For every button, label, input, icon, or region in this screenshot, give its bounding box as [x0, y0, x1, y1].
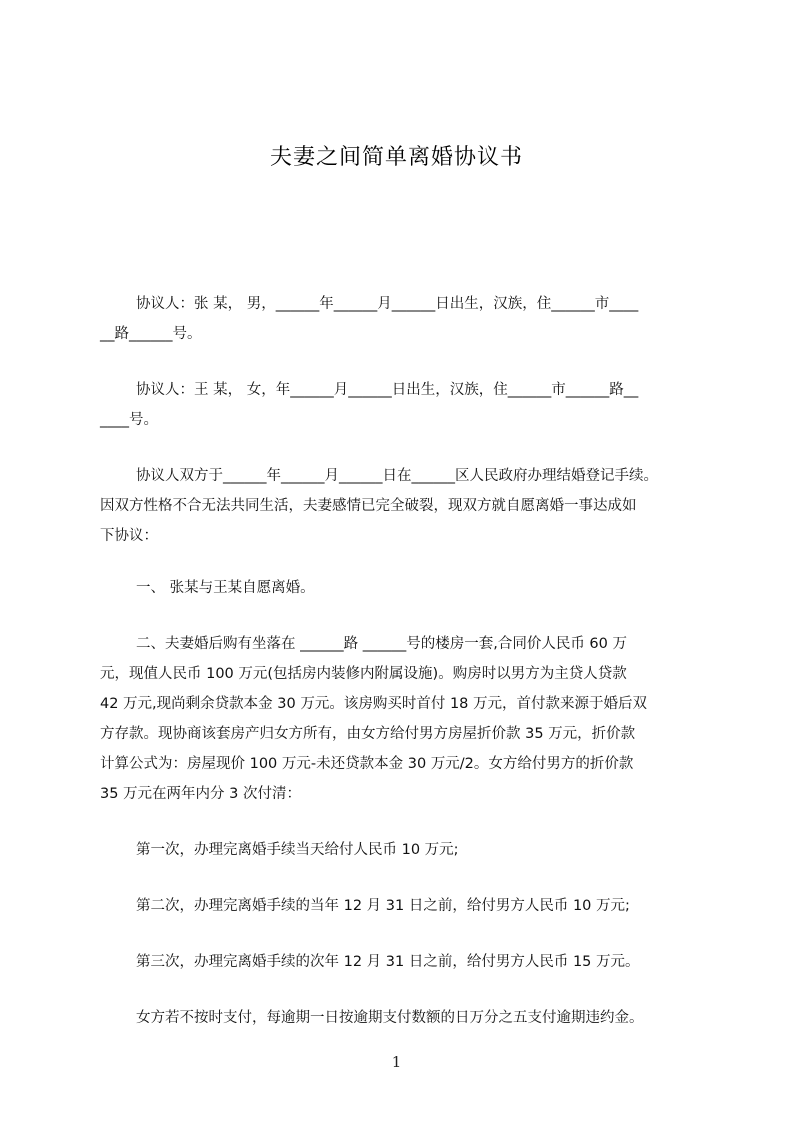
- paragraph-payment-1: [100, 835, 700, 865]
- text-line: 下协议：: [100, 528, 158, 544]
- text-line: 第二次，办理完离婚手续的当年 12 月 31 日之前，给付男方人民币 10 万元;: [136, 898, 630, 914]
- text-line: 协议人双方于______年______月______日在______区人民政府办理结婚登记手续。: [136, 468, 658, 484]
- paragraph-marriage-registration: [100, 461, 700, 551]
- paragraph-payment-2: [100, 891, 700, 921]
- text-line: 计算公式为：房屋现价 100 万元-未还贷款本金 30 万元/2。女方给付男方的折价款: [100, 756, 634, 772]
- text-line: 35 万元在两年内分 3 次付清：: [100, 786, 302, 802]
- paragraph-payment-3: [100, 947, 700, 977]
- paragraph-late-penalty: [100, 1003, 700, 1033]
- text-line: 第一次，办理完离婚手续当天给付人民币 10 万元;: [136, 842, 459, 858]
- document-body: [100, 289, 700, 1033]
- page-number: 1: [391, 1053, 402, 1071]
- text-line: 女方若不按时支付，每逾期一日按逾期支付数额的日万分之五支付逾期违约金。: [136, 1010, 644, 1026]
- text-line: 42 万元,现尚剩余贷款本金 30 万元。该房购买时首付 18 万元，首付款来源于婚后双: [100, 696, 648, 712]
- text-line: 第三次，办理完离婚手续的次年 12 月 31 日之前，给付男方人民币 15 万元。: [136, 954, 640, 970]
- text-line: 二、夫妻婚后购有坐落在 ______路 ______号的楼房一套,合同价人民币 60 万: [136, 636, 627, 652]
- text-line: __路______号。: [100, 326, 202, 342]
- paragraph-party-a: [100, 289, 700, 349]
- text-line: 因双方性格不合无法共同生活，夫妻感情已完全破裂，现双方就自愿离婚一事达成如: [100, 498, 637, 514]
- text-line: ____号。: [100, 412, 158, 428]
- page-title: 夫妻之间简单离婚协议书: [269, 145, 523, 170]
- text-line: 方存款。现协商该套房产归女方所有，由女方给付男方房屋折价款 35 万元，折价款: [100, 726, 636, 742]
- paragraph-party-b: [100, 375, 700, 435]
- text-line: 元，现值人民币 100 万元(包括房内装修内附属设施)。购房时以男方为主贷人贷款: [100, 666, 627, 682]
- text-line: 一、 张某与王某自愿离婚。: [136, 580, 315, 596]
- paragraph-clause-2: [100, 629, 700, 809]
- paragraph-clause-1: [100, 573, 700, 603]
- text-line: 协议人：王 某， 女，年______月______日出生，汉族，住______市______路__: [136, 382, 639, 398]
- text-line: 协议人：张 某， 男，______年______月______日出生，汉族，住______市____: [136, 296, 639, 312]
